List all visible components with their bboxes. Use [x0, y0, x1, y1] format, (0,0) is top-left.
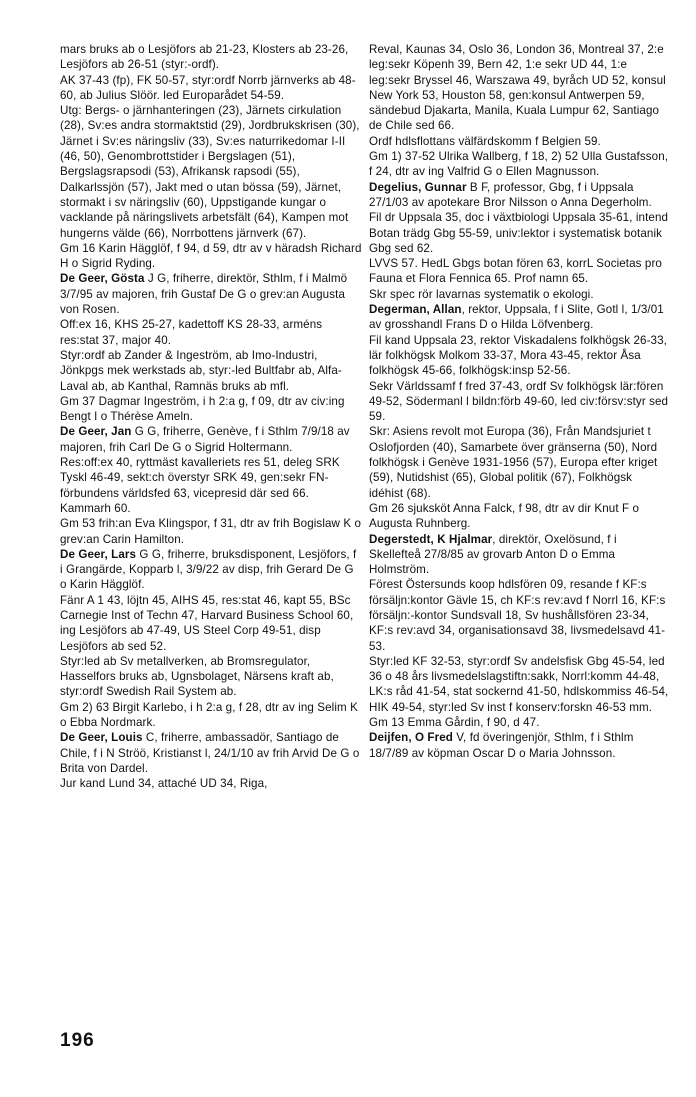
biography-entry-heading	[369, 730, 669, 761]
biography-paragraph	[369, 333, 669, 379]
biography-entry-heading	[369, 180, 669, 211]
page-number: 196	[60, 1030, 95, 1051]
entry-text: C, friherre, ambassadör, Santiago de Chile, f i N Ströö, Kristianst l, 24/1/10 av frih Arvid De G o Brita von Dardel.	[60, 731, 360, 775]
entry-text: Kammarh 60.	[60, 501, 131, 515]
biography-paragraph	[60, 103, 362, 241]
person-name: Degerstedt, K Hjalmar	[369, 532, 493, 546]
entry-text: Reval, Kaunas 34, Oslo 36, London 36, Montreal 37, 2:e leg:sekr Köpenh 39, Bern 42, 1:e sekr UD 44, 1:e leg:sekr Bryssel 46, Warszawa 49, byråch UD 52, konsul New York 53, Houston 58, gen:konsul Antwerpen 59, sändebud Djakarta, Manila, Kuala Lumpur 62, Santiago de Chile sed 66.	[369, 43, 666, 133]
biography-entry-heading	[369, 302, 669, 333]
entry-text: Skr: Asiens revolt mot Europa (36), Från Mandsjuriet t Oslofjorden (40), Samarbete över gränserna (50), Nord folkhögsk i Genève 1931-1956 (57), Europa efter kriget (59), Nutidshist (65), Global politik (67), Folkhögsk idéhist (68).	[369, 425, 658, 500]
biography-paragraph	[60, 654, 362, 700]
person-name: De Geer, Gösta	[60, 272, 145, 286]
entry-text: V, fd överingenjör, Sthlm, f i Sthlm 18/7/89 av köpman Oscar D o Maria Johnsson.	[369, 731, 634, 760]
biography-paragraph	[60, 700, 362, 731]
entry-text: Jur kand Lund 34, attaché UD 34, Riga,	[60, 777, 268, 791]
biography-paragraph	[60, 593, 362, 654]
entry-text: Gm 37 Dagmar Ingeström, i h 2:a g, f 09, dtr av civ:ing Bengt I o Thérèse Ameln.	[60, 394, 345, 424]
entry-text: Fil kand Uppsala 23, rektor Viskadalens folkhögsk 26-33, lär folkhögsk Molkom 33-37, Mora 43-45, rektor Åsa folkhögsk 45-66, folkhögsk:insp 52-56.	[369, 333, 667, 378]
biography-paragraph	[60, 73, 362, 104]
entry-text: B F, professor, Gbg, f i Uppsala 27/1/03 av apotekare Bror Nilsson o Anna Degerholm.	[369, 180, 652, 209]
biography-paragraph	[369, 577, 669, 653]
left-column	[60, 42, 362, 792]
entry-text: Ordf hdlsflottans välfärdskomm f Belgien 59.	[369, 134, 601, 148]
entry-text: Styr:led KF 32-53, styr:ordf Sv andelsfisk Gbg 45-54, led 36 o 48 års livsmedelslagstiftn:sakk, Norrl:komm 44-48, LK:s råd 41-54, stat sockernd 41-50, hdlskommiss 46-54, HIK 49-54, styr:led Sv inst f konserv:forskn 46-53 mm.	[369, 654, 669, 714]
biography-entry-heading	[60, 271, 362, 317]
biography-paragraph	[60, 348, 362, 394]
entry-text: G G, friherre, Genève, f i Sthlm 7/9/18 av majoren, frih Carl De G o Sigrid Holtermann.	[60, 425, 350, 454]
person-name: Deijfen, O Fred	[369, 731, 453, 745]
entry-text: Utg: Bergs- o järnhanteringen (23), Järnets cirkulation (28), Sv:es andra stormaktstid (29), Jordbrukskrisen (30), Järnet i Sv:es näringsliv (33), Sv:es naturrikedomar I-II (46, 50), Genombrottstider i Bergslagen (51), Bergslagsrapsodi (53), Afrikansk rapsodi (55), Dalkarlssjön (57), Jakt med o utan bössa (59), Järnet, stormakt i sv näringsliv (60), Uppstigande kungar o vacklande på näringslivets arbetsfält (64), Kampen mot hungerns välde (66), Norrbottens järnverk (67).	[60, 104, 360, 240]
entry-text: Gm 13 Emma Gårdin, f 90, d 47.	[369, 716, 540, 730]
biography-paragraph	[369, 287, 669, 302]
biography-paragraph	[369, 424, 669, 500]
entry-text: J G, friherre, direktör, Sthlm, f i Malmö 3/7/95 av majoren, frih Gustaf De G o grev:an Augusta von Rosen.	[60, 272, 348, 317]
entry-text: , direktör, Oxelösund, f i Skellefteå 27/8/85 av grovarb Anton D o Emma Holmström.	[369, 532, 617, 577]
biography-entry-heading	[60, 547, 362, 593]
biography-paragraph	[369, 654, 669, 715]
entry-text: Gm 53 frih:an Eva Klingspor, f 31, dtr av frih Bogislaw K o grev:an Carin Hamilton.	[60, 517, 362, 546]
entry-text: G G, friherre, bruksdisponent, Lesjöfors, f i Grangärde, Kopparb l, 3/9/22 av disp, frih Gerard De G o Karin Hägglöf.	[60, 547, 357, 592]
biography-paragraph	[369, 149, 669, 180]
biography-paragraph	[60, 516, 362, 547]
entry-text: LVVS 57. HedL Gbgs botan fören 63, korrL Societas pro Fauna et Flora Fennica 65. Prof namn 65.	[369, 257, 662, 286]
entry-text: mars bruks ab o Lesjöfors ab 21-23, Klosters ab 23-26, Lesjöfors ab 26-51 (styr:-ordf).	[60, 43, 349, 72]
biography-entry-heading	[60, 730, 362, 776]
biography-paragraph	[369, 715, 669, 730]
person-name: De Geer, Jan	[60, 425, 132, 439]
entry-text: Skr spec rör lavarnas systematik o ekologi.	[369, 287, 594, 301]
biography-paragraph	[60, 776, 362, 791]
entry-text: Styr:ordf ab Zander & Ingeström, ab Imo-Industri, Jönkpgs mek werkstads ab, styr:-led Bultfabr ab, Alfa-Laval ab, ab Kanthal, Ramnäs bruks ab mfl.	[60, 348, 342, 393]
biography-paragraph	[60, 241, 362, 272]
entry-text: Sekr Världssamf f fred 37-43, ordf Sv folkhögsk lär:fören 49-52, Södermanl l bildn:förb 49-60, led civ:försv:styr sed 59.	[369, 379, 669, 424]
entry-text: Gm 16 Karin Hägglöf, f 94, d 59, dtr av v häradsh Richard H o Sigrid Ryding.	[60, 241, 362, 271]
right-column	[369, 42, 669, 761]
biography-paragraph	[369, 379, 669, 425]
biography-entry-heading	[369, 532, 669, 578]
person-name: De Geer, Louis	[60, 731, 143, 745]
entry-text: , rektor, Uppsala, f i Slite, Gotl l, 1/3/01 av grosshandl Frans D o Hilda Löfvenberg.	[369, 303, 664, 332]
biography-paragraph	[369, 42, 669, 134]
biography-paragraph	[369, 134, 669, 149]
entry-text: Förest Östersunds koop hdlsfören 09, resande f KF:s försäljn:kontor Gävle 15, ch KF:s rev:avd f Norrl 16, KF:s försäljn:-kontor Sundsvall 18, Sv hushållsfören 23-34, KF:s rev:avd 34, organisationsavd 38, livsmedelsavd 41-53.	[369, 578, 666, 653]
biography-paragraph	[369, 501, 669, 532]
entry-text: Fil dr Uppsala 35, doc i växtbiologi Uppsala 35-61, intend Botan trädg Gbg 55-59, univ:lektor i systematisk botanik Gbg sed 62.	[369, 211, 669, 255]
entry-text: Gm 2) 63 Birgit Karlebo, i h 2:a g, f 28, dtr av ing Selim K o Ebba Nordmark.	[60, 700, 358, 730]
biography-paragraph	[60, 317, 362, 348]
entry-text: Styr:led ab Sv metallverken, ab Bromsregulator, Hasselfors bruks ab, Ugnsbolaget, Närsens kraft ab, styr:ordf Swedish Rail System ab.	[60, 654, 334, 699]
person-name: Degerman, Allan	[369, 303, 462, 317]
person-name: De Geer, Lars	[60, 547, 137, 561]
entry-text: AK 37-43 (fp), FK 50-57, styr:ordf Norrb järnverks ab 48-60, ab Julius Slöör. led Europarådet 54-59.	[60, 73, 356, 102]
biography-paragraph	[60, 42, 362, 73]
biography-paragraph	[60, 501, 362, 516]
entry-text: Gm 26 sjuksköt Anna Falck, f 98, dtr av dir Knut F o Augusta Ruhnberg.	[369, 501, 640, 531]
entry-text: Fänr A 1 43, löjtn 45, AIHS 45, res:stat 46, kapt 55, BSc Carnegie Inst of Techn 47, Harvard Business School 60, ing Lesjöfors ab 47-49, US Steel Corp 49-51, disp Lesjöfors ab sed 52.	[60, 593, 354, 653]
entry-text: Off:ex 16, KHS 25-27, kadettoff KS 28-33, arméns res:stat 37, major 40.	[60, 318, 323, 347]
entry-text: Gm 1) 37-52 Ulrika Wallberg, f 18, 2) 52 Ulla Gustafsson, f 24, dtr av ing Valfrid G o Ellen Magnusson.	[369, 150, 669, 179]
biography-paragraph	[60, 394, 362, 425]
entry-text: Res:off:ex 40, ryttmäst kavalleriets res 51, deleg SRK Tyskl 46-49, sekt:ch överstyr SRK 49, gen:sekr FN-förbundens världsfed 63, vicepresid där sed 66.	[60, 456, 340, 500]
biography-paragraph	[369, 256, 669, 287]
biography-entry-heading	[60, 424, 362, 455]
biography-paragraph	[369, 210, 669, 256]
person-name: Degelius, Gunnar	[369, 180, 467, 194]
biography-paragraph	[60, 455, 362, 501]
